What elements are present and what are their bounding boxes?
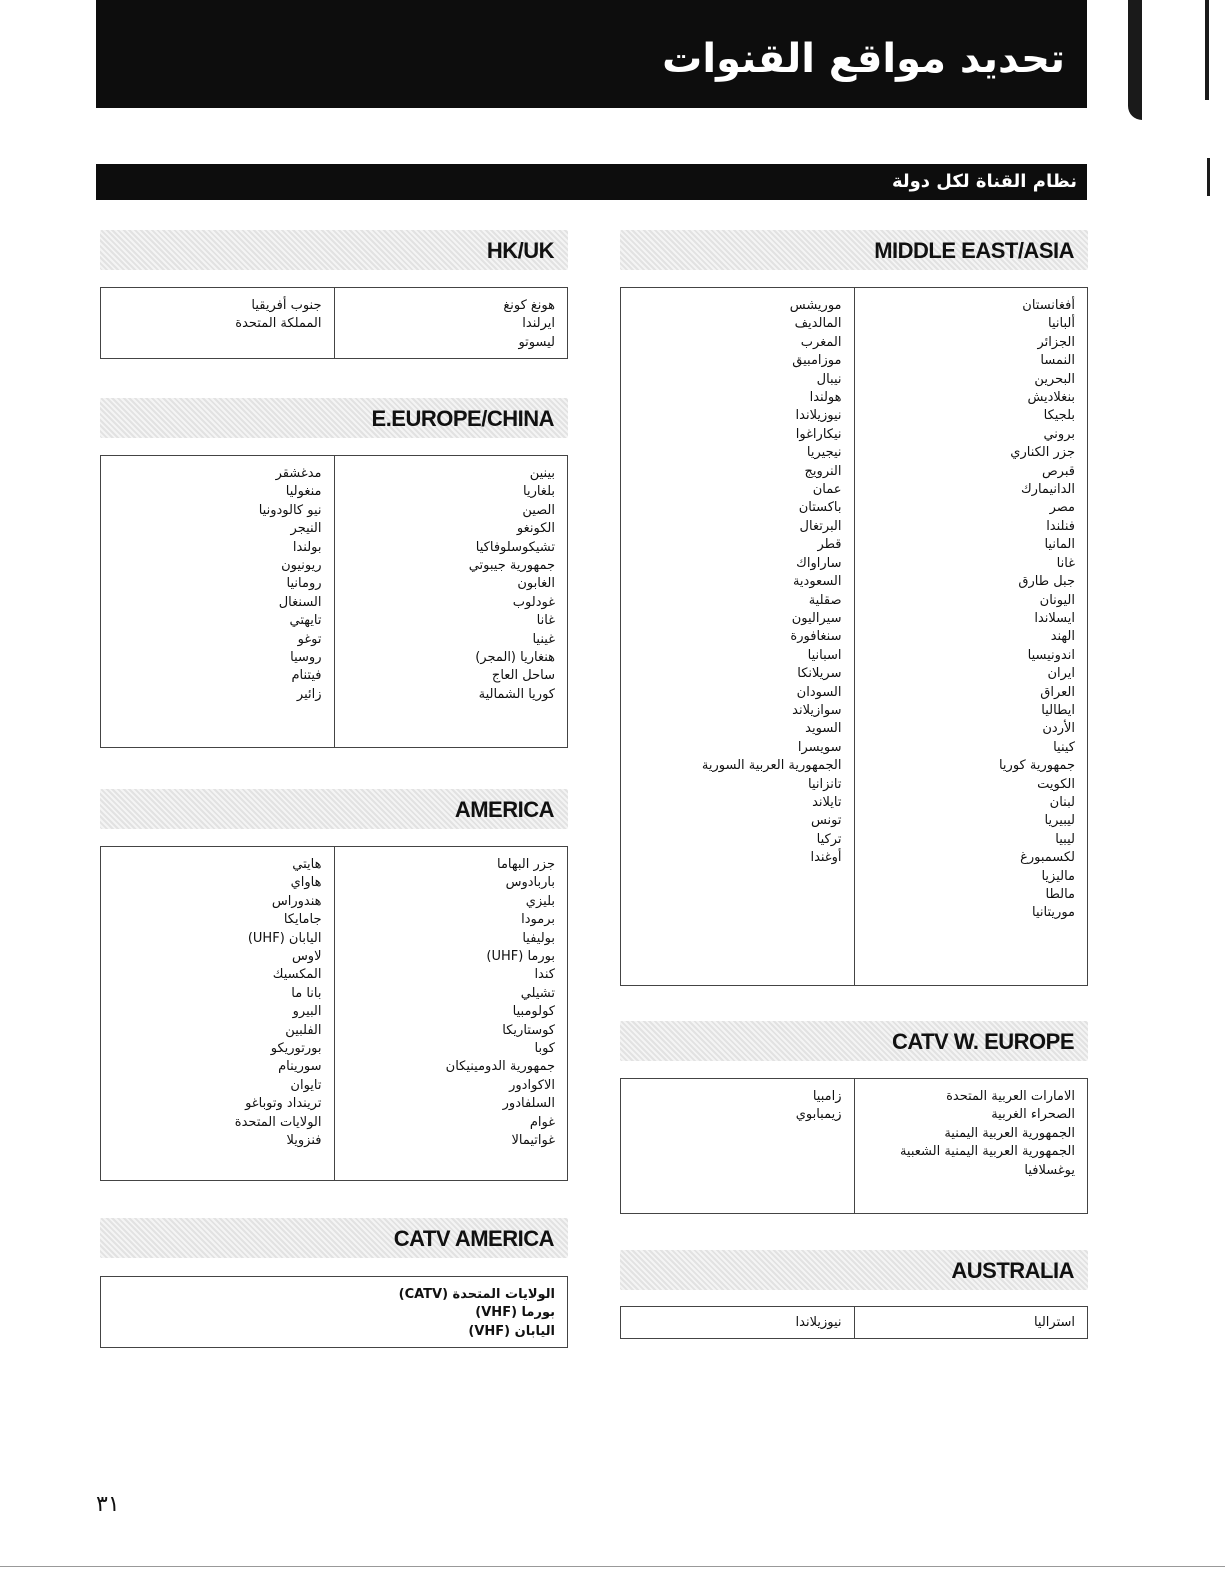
country-item: تشيكوسلوفاكيا bbox=[475, 539, 555, 555]
country-item: عمان bbox=[812, 482, 842, 498]
country-item: باكستان bbox=[798, 500, 842, 516]
country-column bbox=[101, 288, 335, 358]
country-item: اليونان bbox=[1039, 592, 1075, 608]
country-item: المملكة المتحدة bbox=[235, 316, 322, 332]
country-item: الامارات العربية المتحدة bbox=[946, 1089, 1075, 1104]
country-item: الدانيمارك bbox=[1020, 482, 1075, 498]
region-header-catv-w-europe bbox=[620, 1021, 1088, 1061]
country-item: غواتيمالا bbox=[511, 1133, 555, 1149]
country-item: ايطاليا bbox=[1041, 702, 1075, 718]
country-item: السعودية bbox=[792, 574, 842, 590]
country-item: الجمهورية العربية اليمنية bbox=[944, 1125, 1075, 1141]
country-item: صقلية bbox=[808, 592, 842, 608]
country-item: موريشس bbox=[789, 298, 842, 313]
country-column bbox=[335, 288, 568, 358]
country-column bbox=[335, 456, 568, 747]
country-item: زائير bbox=[296, 686, 322, 702]
country-item: الولايات المتحدة (CATV) bbox=[398, 1287, 555, 1302]
country-item: باربادوس bbox=[505, 875, 555, 891]
country-item: غانا bbox=[1056, 555, 1075, 571]
country-item: نيو كالودونيا bbox=[258, 502, 322, 518]
country-item: نيكاراغوا bbox=[795, 426, 842, 442]
region-name: AUSTRALIA bbox=[951, 1258, 1074, 1283]
country-item: العراق bbox=[1040, 684, 1075, 700]
country-item: جزر البهاما bbox=[497, 857, 555, 872]
country-item: النرويج bbox=[804, 463, 842, 479]
country-item: بلغاريا bbox=[522, 484, 555, 500]
country-item: كوستاريكا bbox=[502, 1022, 555, 1038]
bottom-rule bbox=[0, 1566, 1225, 1567]
country-item: غينيا bbox=[532, 631, 555, 647]
country-item: تركيا bbox=[816, 831, 842, 847]
country-table-catv-america bbox=[100, 1276, 568, 1348]
country-item: استراليا bbox=[1033, 1315, 1075, 1330]
country-item: بروني bbox=[1043, 426, 1075, 442]
region-header-catv-america bbox=[100, 1218, 568, 1258]
country-item: الجزائر bbox=[1037, 334, 1075, 350]
country-item: جمهورية جيبوتي bbox=[468, 558, 555, 574]
country-table-e-europe-china bbox=[100, 455, 568, 748]
country-item: ايرلندا bbox=[522, 316, 555, 332]
country-item: موريتانيا bbox=[1032, 905, 1075, 921]
country-item: غودلوب bbox=[512, 594, 555, 610]
country-item: ماليزيا bbox=[1041, 868, 1075, 884]
country-item: بينين bbox=[529, 466, 555, 481]
country-item: سويسرا bbox=[797, 739, 842, 755]
country-item: زامبيا bbox=[812, 1089, 842, 1104]
country-item: النيجر bbox=[290, 521, 322, 537]
country-item: الغابون bbox=[517, 576, 555, 592]
country-item: الفلبين bbox=[285, 1022, 322, 1038]
country-item: قطر bbox=[817, 537, 842, 553]
country-item: كوبا bbox=[534, 1041, 555, 1057]
country-item: بلجيكا bbox=[1043, 408, 1075, 424]
country-item: سيراليون bbox=[791, 610, 842, 626]
country-item: ترينداد وتوباغو bbox=[245, 1096, 322, 1112]
region-name: E.EUROPE/CHINA bbox=[371, 406, 554, 431]
country-item: منغوليا bbox=[285, 484, 322, 500]
edge-mark-top bbox=[1128, 0, 1142, 120]
country-table-hk-uk bbox=[100, 287, 568, 359]
region-header-middle-east-asia bbox=[620, 230, 1088, 270]
country-item: ايسلاندا bbox=[1034, 610, 1075, 626]
country-column bbox=[335, 847, 568, 1180]
country-item: تونس bbox=[810, 813, 842, 829]
country-item: رومانيا bbox=[286, 576, 322, 592]
region-name: MIDDLE EAST/ASIA bbox=[874, 238, 1074, 263]
country-item: كوريا الشمالية bbox=[478, 686, 555, 702]
region-name: CATV W. EUROPE bbox=[891, 1029, 1074, 1054]
country-item: غوام bbox=[529, 1114, 555, 1130]
country-item: جبل طارق bbox=[1018, 574, 1075, 590]
country-item: جامايكا bbox=[283, 912, 322, 928]
section-bar bbox=[96, 164, 1087, 200]
country-item: سنغافورة bbox=[790, 629, 842, 645]
region-header-america bbox=[100, 789, 568, 829]
region-name: HK/UK bbox=[486, 238, 554, 263]
country-item: المانيا bbox=[1044, 537, 1075, 553]
edge-mark-mid bbox=[1207, 158, 1210, 196]
country-column bbox=[621, 1079, 855, 1213]
country-item: مدغشقر bbox=[275, 466, 322, 481]
country-item: اندونيسيا bbox=[1027, 647, 1075, 663]
country-item: جنوب أفريقيا bbox=[251, 298, 322, 313]
country-item: جمهورية كوريا bbox=[998, 758, 1075, 774]
country-column bbox=[855, 1307, 1088, 1338]
country-item: نيجيريا bbox=[806, 445, 842, 461]
country-item: ليسوتو bbox=[518, 334, 555, 350]
country-item: هنغاريا (المجر) bbox=[475, 650, 555, 666]
country-item: نيوزيلاندا bbox=[795, 1315, 842, 1330]
country-item: روسيا bbox=[290, 650, 322, 666]
country-item: جزر الكناري bbox=[1010, 445, 1075, 461]
country-item: موزامبيق bbox=[792, 353, 842, 369]
country-item: الصحراء الغربية bbox=[991, 1107, 1075, 1123]
country-item: بنغلاديش bbox=[1027, 390, 1075, 406]
region-header-hk-uk bbox=[100, 230, 568, 270]
country-item: توغو bbox=[297, 631, 322, 647]
country-column bbox=[855, 288, 1088, 985]
country-column bbox=[621, 288, 855, 985]
country-column bbox=[101, 1277, 567, 1347]
country-item: سريلانكا bbox=[797, 666, 842, 682]
country-item: الهند bbox=[1050, 629, 1075, 645]
country-item: كندا bbox=[534, 967, 555, 983]
country-column bbox=[855, 1079, 1088, 1213]
country-item: هندوراس bbox=[271, 893, 322, 909]
country-item: سوازيلاند bbox=[792, 702, 842, 718]
region-header-australia bbox=[620, 1250, 1088, 1290]
country-item: هاواي bbox=[290, 875, 322, 891]
country-item: نيبال bbox=[816, 371, 842, 387]
country-item: أوغندا bbox=[810, 850, 842, 866]
country-item: أفغانستان bbox=[1022, 298, 1075, 313]
country-item: بانا ما bbox=[291, 985, 322, 1001]
country-item: الكونغو bbox=[516, 521, 555, 537]
country-item: البيرو bbox=[292, 1004, 322, 1020]
country-item: اسبانيا bbox=[807, 647, 842, 663]
title-bar bbox=[96, 0, 1087, 108]
country-item: لكسمبورغ bbox=[1020, 850, 1075, 866]
country-item: تايلاند bbox=[812, 794, 842, 810]
country-item: هايتي bbox=[292, 857, 322, 872]
edge-mark-right bbox=[1205, 0, 1209, 100]
country-item: بوليفيا bbox=[522, 930, 555, 946]
country-item: الولايات المتحدة bbox=[234, 1114, 322, 1130]
country-item: مالطا bbox=[1045, 887, 1075, 902]
country-column bbox=[101, 456, 335, 747]
section-title: نظام القناة لكل دولة bbox=[891, 171, 1077, 192]
country-item: الاكوادور bbox=[509, 1077, 555, 1093]
country-item: يوغسلافيا bbox=[1024, 1162, 1075, 1178]
country-item: ليبيريا bbox=[1044, 813, 1075, 829]
country-item: الصين bbox=[522, 502, 555, 518]
country-item: الجمهورية العربية اليمنية الشعبية bbox=[899, 1144, 1075, 1160]
country-table-catv-w-europe bbox=[620, 1078, 1088, 1214]
country-item: هونغ كونغ bbox=[503, 298, 555, 313]
country-table-america bbox=[100, 846, 568, 1181]
country-item: النمسا bbox=[1040, 353, 1075, 369]
country-item: اليابان (UHF) bbox=[247, 930, 322, 946]
country-item: المغرب bbox=[800, 334, 842, 350]
country-item: هولندا bbox=[809, 390, 842, 406]
country-item: اليابان (VHF) bbox=[468, 1323, 555, 1339]
country-item: الكويت bbox=[1037, 776, 1075, 792]
country-item: البحرين bbox=[1034, 371, 1075, 387]
country-item: ساحل العاج bbox=[491, 668, 555, 684]
country-item: بورتوريكو bbox=[270, 1041, 322, 1057]
country-item: مصر bbox=[1049, 500, 1075, 516]
country-item: كولومبيا bbox=[512, 1004, 555, 1020]
country-item: البرتغال bbox=[799, 518, 842, 534]
country-item: تانزانيا bbox=[808, 776, 842, 792]
region-name: AMERICA bbox=[454, 797, 554, 822]
country-table-middle-east-asia bbox=[620, 287, 1088, 986]
country-item: قبرص bbox=[1041, 463, 1075, 479]
country-item: كينيا bbox=[1053, 739, 1075, 755]
country-item: بليزي bbox=[525, 893, 555, 909]
country-column bbox=[101, 847, 335, 1180]
country-item: ايران bbox=[1047, 666, 1075, 682]
country-item: ريونيون bbox=[281, 558, 322, 574]
country-item: ليبيا bbox=[1055, 831, 1075, 847]
country-item: تايهتي bbox=[289, 613, 322, 629]
country-item: نيوزيلاندا bbox=[795, 408, 842, 424]
country-item: لاوس bbox=[291, 949, 322, 965]
region-name: CATV AMERICA bbox=[393, 1226, 554, 1251]
country-item: برمودا bbox=[521, 912, 555, 928]
country-item: زيمبابوي bbox=[795, 1107, 842, 1123]
country-item: فيتنام bbox=[291, 668, 322, 684]
country-item: بورما (VHF) bbox=[475, 1305, 555, 1321]
country-column bbox=[621, 1307, 855, 1338]
country-item: تايوان bbox=[290, 1077, 322, 1093]
country-item: السنغال bbox=[278, 594, 322, 610]
country-item: بورما (UHF) bbox=[486, 949, 555, 965]
country-item: المكسيك bbox=[272, 967, 322, 983]
country-item: جمهورية الدومينيكان bbox=[445, 1059, 555, 1075]
country-item: ألبانيا bbox=[1048, 316, 1075, 332]
country-item: المالديف bbox=[794, 316, 842, 332]
country-item: فنلندا bbox=[1046, 518, 1075, 534]
country-item: السلفادور bbox=[502, 1096, 555, 1112]
country-item: غانا bbox=[536, 613, 555, 629]
page-title: تحديد مواقع القنوات bbox=[662, 36, 1065, 82]
country-item: السودان bbox=[796, 684, 842, 700]
country-item: فنزويلا bbox=[286, 1133, 322, 1149]
country-item: الجمهورية العربية السورية bbox=[701, 758, 842, 774]
country-table-australia bbox=[620, 1306, 1088, 1339]
country-item: سورينام bbox=[278, 1059, 322, 1075]
country-item: السويد bbox=[805, 721, 842, 737]
country-item: لبنان bbox=[1049, 794, 1075, 810]
country-item: بولندا bbox=[292, 539, 322, 555]
page-number: ٣١ bbox=[96, 1492, 120, 1517]
country-item: تشيلي bbox=[520, 985, 555, 1001]
country-item: الأردن bbox=[1042, 721, 1075, 737]
region-header-e-europe-china bbox=[100, 398, 568, 438]
country-item: ساراواك bbox=[796, 555, 842, 571]
